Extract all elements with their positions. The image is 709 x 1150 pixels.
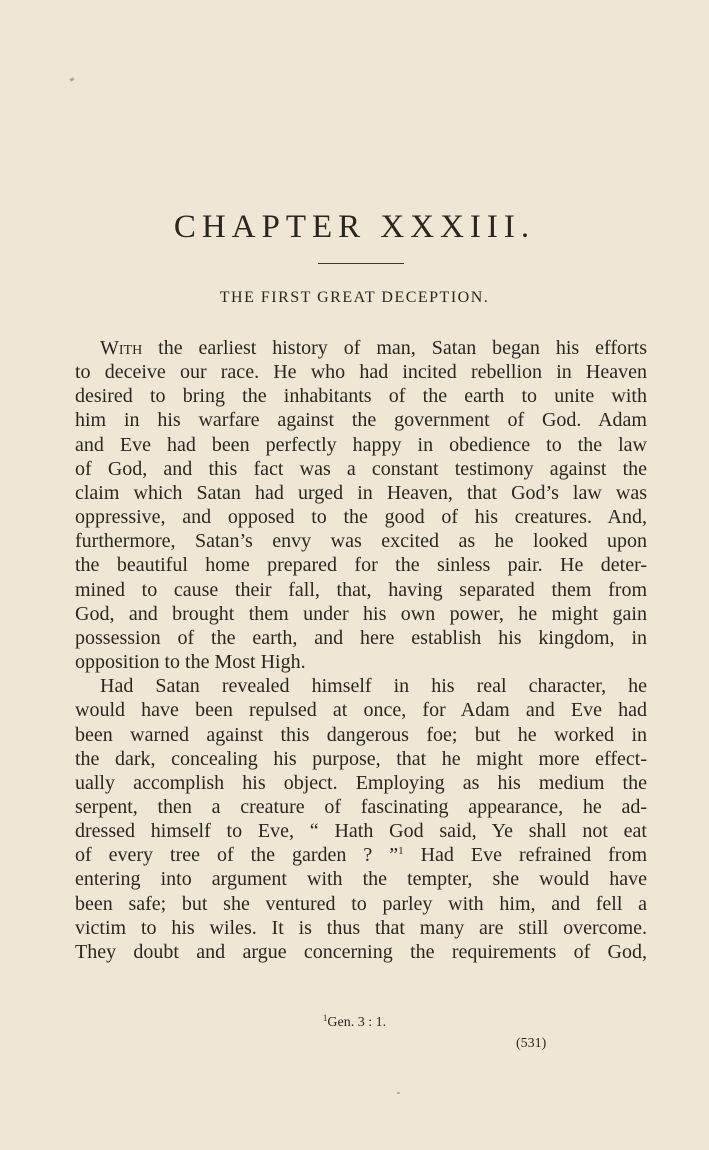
paragraph-2-line: Had Satan revealed himself in his real character, he <box>100 675 647 698</box>
footnote-text: Gen. 3 : 1. <box>327 1015 387 1030</box>
page-number: (531) <box>516 1036 547 1051</box>
section-title: THE FIRST GREAT DECEPTION. <box>219 289 490 306</box>
paragraph-1-line: claim which Satan had urged in Heaven, that God’s law was <box>75 481 647 504</box>
paragraph-1-line: the beautiful home prepared for the sinless pair. He deter- <box>75 554 647 577</box>
footnote-reference: 1 <box>398 845 404 858</box>
paragraph-2-line: victim to his wiles. It is thus that many are still overcome. <box>75 916 647 939</box>
stray-speck <box>397 1092 400 1094</box>
paragraph-1-line: God, and brought them under his own power, he might gain <box>75 602 647 625</box>
paragraph-1-line: mined to cause their fall, that, having separated them from <box>75 578 647 601</box>
paragraph-1-line: to deceive our race. He who had incited rebellion in Heaven <box>75 361 647 384</box>
paragraph-1-line: of God, and this fact was a constant testimony against the <box>75 457 647 480</box>
paragraph-1-line: possession of the earth, and here establish his kingdom, in <box>75 626 647 649</box>
paragraph-2-line: entering into argument with the tempter, she would have <box>75 868 647 891</box>
paragraph-1-line-1: With the earliest history of man, Satan began his efforts <box>100 337 647 359</box>
footnote <box>0 1015 709 1031</box>
title-rule <box>318 263 404 264</box>
paragraph-2-line: would have been repulsed at once, for Adam and Eve had <box>75 699 647 722</box>
paragraph-2-line: They doubt and argue concerning the requirements of God, <box>75 940 647 963</box>
paragraph-2-line: serpent, then a creature of fascinating appearance, he ad- <box>75 795 647 818</box>
paragraph-2-line: ually accomplish his object. Employing as his medium the <box>75 771 647 794</box>
stray-mark <box>70 77 75 82</box>
paragraph-1-line: desired to bring the inhabitants of the earth to unite with <box>75 385 647 408</box>
drop-word: With <box>100 337 143 359</box>
chapter-title: CHAPTER XXXIII. <box>173 209 536 245</box>
paragraph-2-line: been safe; but she ventured to parley with him, and fell a <box>75 892 647 915</box>
paragraph-1-line: furthermore, Satan’s envy was excited as he looked upon <box>75 530 647 553</box>
footnote-marker: 1 <box>322 1013 328 1023</box>
body-text <box>75 336 647 964</box>
paragraph-2-line: dressed himself to Eve, “ Hath God said, Ye shall not eat <box>75 820 647 843</box>
paragraph-2-line-with-footnote-ref: of every tree of the garden ? ”$^1$ Had Eve refrained from <box>75 844 647 867</box>
paragraph-2-line: been warned against this dangerous foe; but he worked in <box>75 723 647 746</box>
paragraph-1-line: opposition to the Most High. <box>75 651 306 674</box>
paragraph-1-line: oppressive, and opposed to the good of his creatures. And, <box>75 506 647 529</box>
paragraph-1-line: and Eve had been perfectly happy in obedience to the law <box>75 433 647 456</box>
paragraph-1-line: him in his warfare against the government of God. Adam <box>75 409 647 432</box>
paragraph-2-line: the dark, concealing his purpose, that he might more effect- <box>75 747 647 770</box>
